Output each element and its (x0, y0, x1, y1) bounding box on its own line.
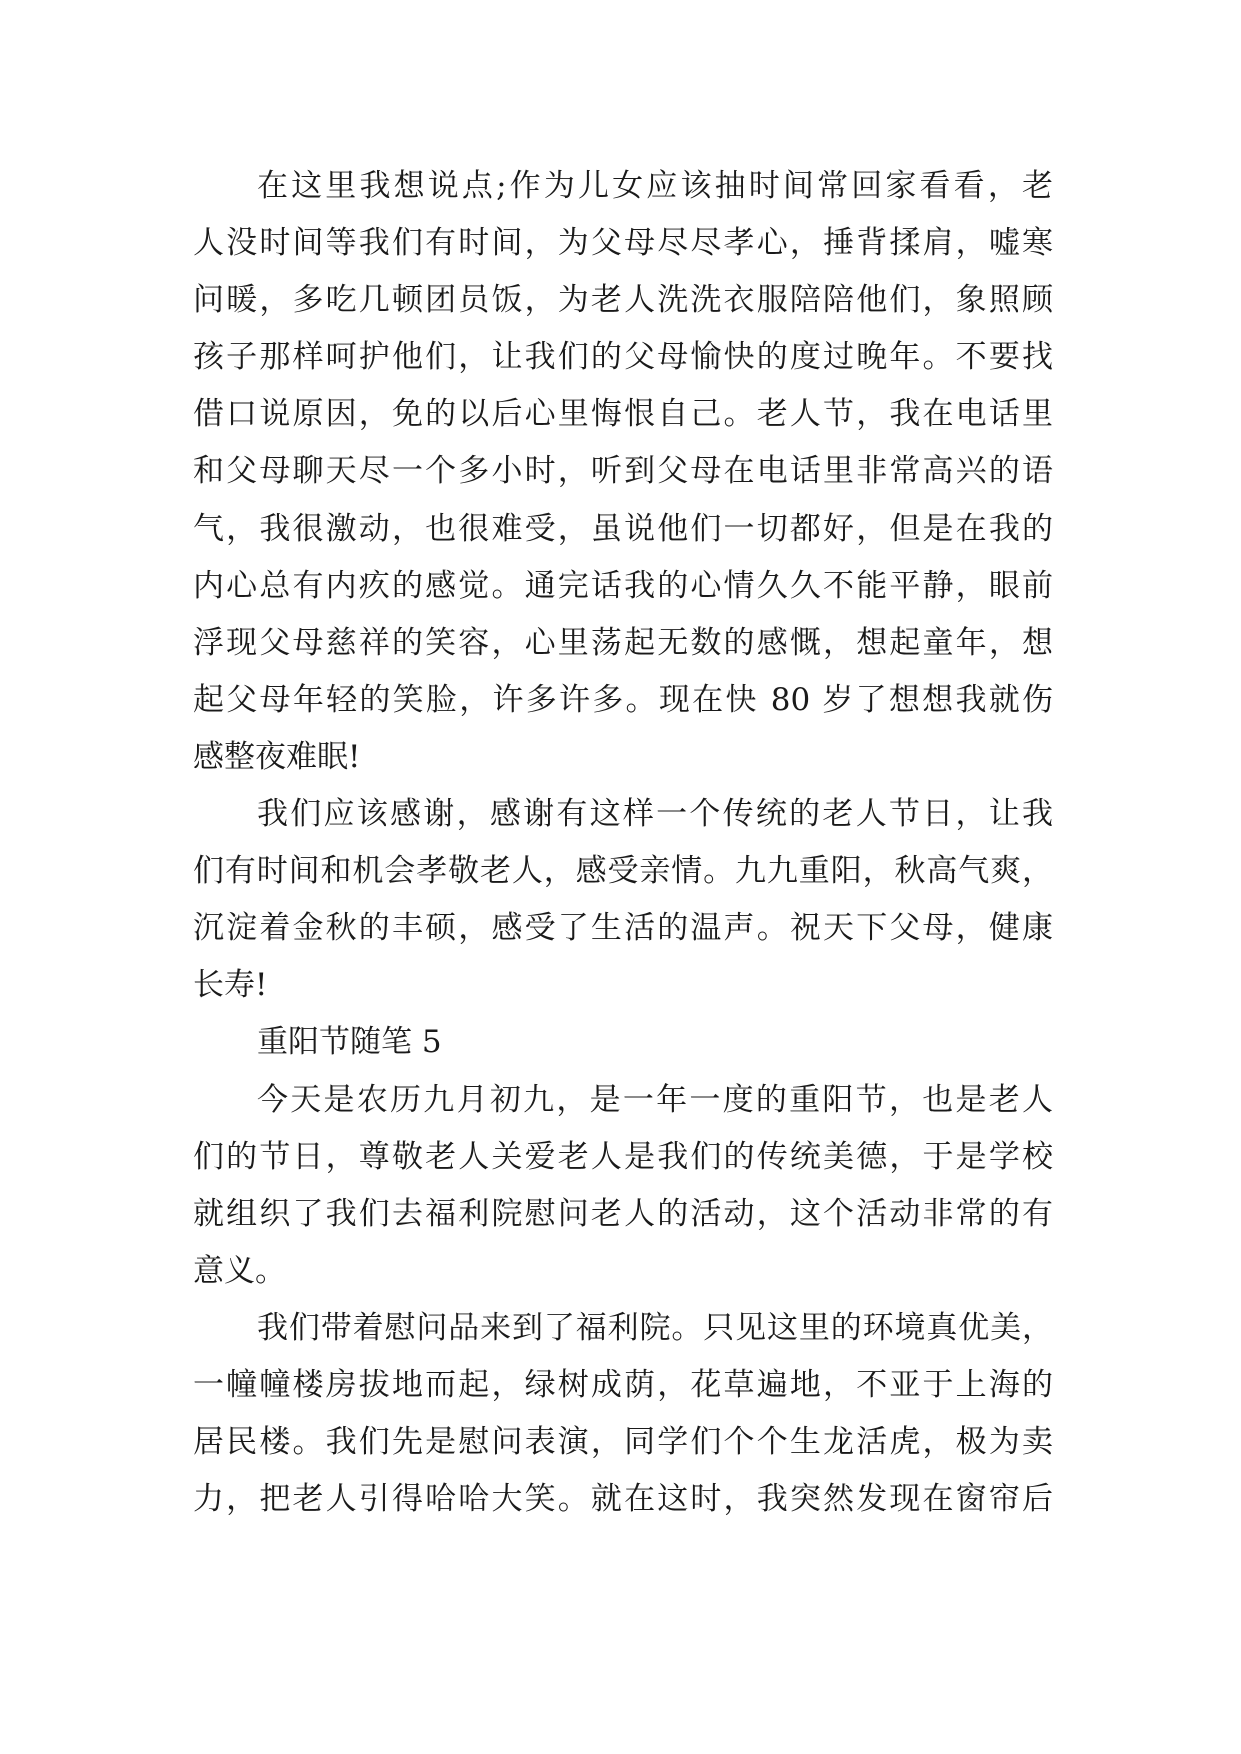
text-line: 人没时间等我们有时间，为父母尽尽孝心，捶背揉肩，嘘寒 (193, 225, 1053, 262)
text-line: 沉淀着金秋的丰硕，感受了生活的温声。祝天下父母，健康 (193, 910, 1053, 947)
text-line: 我们带着慰问品来到了福利院。只见这里的环境真优美， (257, 1309, 1053, 1346)
text-line: 重阳节随笔 5 (257, 1024, 442, 1061)
text-line: 感整夜难眠! (193, 738, 361, 775)
text-line: 力，把老人引得哈哈大笑。就在这时，我突然发现在窗帘后 (193, 1481, 1053, 1518)
text-line: 问暖，多吃几顿团员饭，为老人洗洗衣服陪陪他们，象照顾 (193, 282, 1053, 319)
text-line: 浮现父母慈祥的笑容，心里荡起无数的感慨，想起童年，想 (193, 624, 1053, 661)
text-line: 我们应该感谢，感谢有这样一个传统的老人节日，让我 (257, 796, 1053, 833)
text-line: 居民楼。我们先是慰问表演，同学们个个生龙活虎，极为卖 (193, 1424, 1053, 1461)
text-line: 借口说原因，免的以后心里悔恨自己。老人节，我在电话里 (193, 396, 1053, 433)
text-line: 们的节日，尊敬老人关爱老人是我们的传统美德，于是学校 (193, 1138, 1053, 1175)
text-line: 气，我很激动，也很难受，虽说他们一切都好，但是在我的 (193, 510, 1053, 547)
text-line: 在这里我想说点;作为儿女应该抽时间常回家看看，老 (257, 168, 1053, 204)
document-body (193, 158, 1053, 1528)
text-line: 们有时间和机会孝敬老人，感受亲情。九九重阳，秋高气爽， (193, 853, 1053, 890)
text-line: 今天是农历九月初九，是一年一度的重阳节，也是老人 (257, 1081, 1053, 1118)
text-line: 一幢幢楼房拔地而起，绿树成荫，花草遍地，不亚于上海的 (193, 1366, 1053, 1403)
text-line: 起父母年轻的笑脸，许多许多。现在快 80 岁了想想我就伤 (193, 681, 1053, 718)
text-line: 孩子那样呵护他们，让我们的父母愉快的度过晚年。不要找 (193, 339, 1053, 376)
text-line: 长寿! (193, 967, 268, 1004)
text-line: 内心总有内疚的感觉。通完话我的心情久久不能平静，眼前 (193, 567, 1053, 604)
text-line: 和父母聊天尽一个多小时，听到父母在电话里非常高兴的语 (193, 453, 1053, 490)
text-line: 就组织了我们去福利院慰问老人的活动，这个活动非常的有 (193, 1195, 1053, 1232)
text-line: 意义。 (193, 1252, 286, 1289)
